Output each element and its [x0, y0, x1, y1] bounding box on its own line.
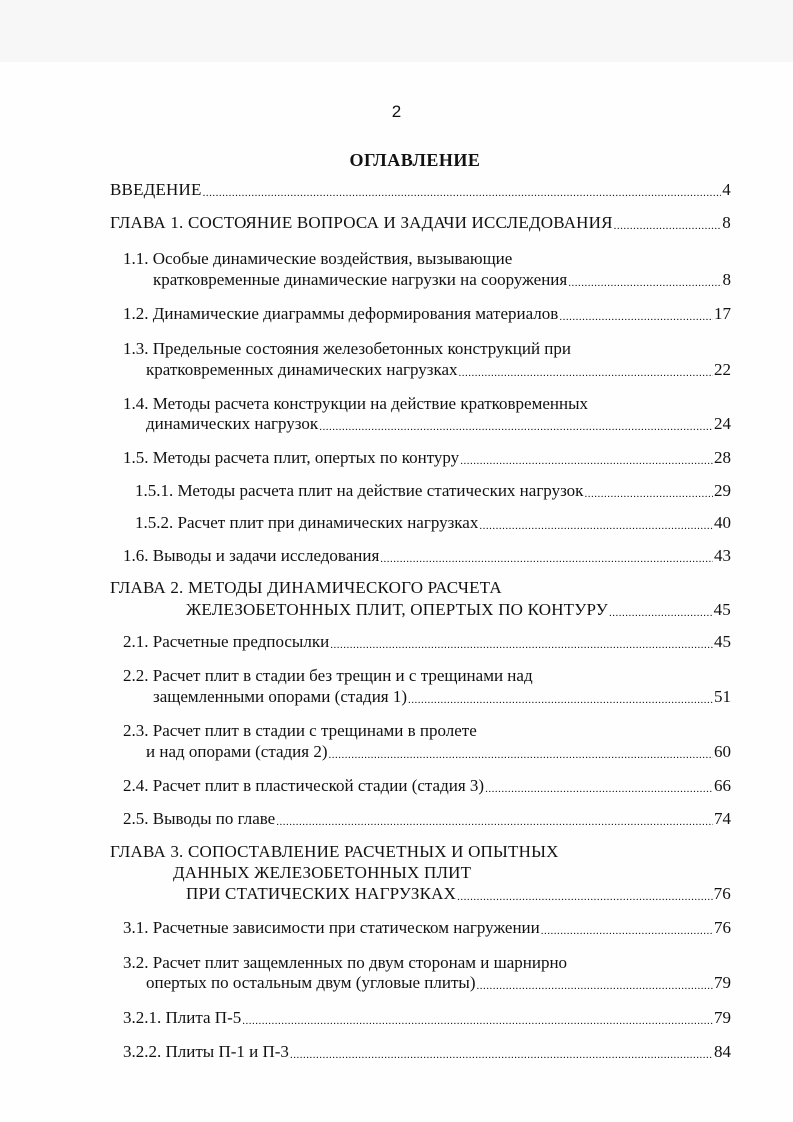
toc-entry-2-5[interactable]: 2.5. Выводы по главе ..... 74	[123, 809, 731, 829]
page-ref: 40	[714, 513, 731, 532]
toc-entry-3-2-line1: 3.2. Расчет плит защемленных по двум сторонам и шарнирно	[123, 953, 568, 972]
toc-entry-3-2-1[interactable]: 3.2.1. Плита П-5 ..... 79	[123, 1008, 731, 1028]
toc-entry-1-4[interactable]: динамических нагрузок ..... 24	[146, 414, 731, 434]
toc-entry-1-5[interactable]: 1.5. Методы расчета плит, опертых по контуру ..... 28	[123, 448, 731, 468]
toc-entry-2-3[interactable]: и над опорами (стадия 2) ..... 60	[146, 742, 731, 762]
toc-entry-1-3[interactable]: кратковременных динамических нагрузках ..... 22	[146, 360, 731, 380]
page-ref: 28	[714, 448, 731, 467]
page-ref: 22	[714, 360, 731, 379]
page-ref: 51	[714, 687, 731, 706]
toc-entry-2-4[interactable]: 2.4. Расчет плит в пластической стадии (стадия 3) ..... 66	[123, 776, 731, 796]
toc-entry-2-3-line1: 2.3. Расчет плит в стадии с трещинами в пролете	[123, 721, 477, 740]
toc-entry-chapter-3[interactable]: ПРИ СТАТИЧЕСКИХ НАГРУЗКАХ ..... 76	[186, 884, 731, 904]
toc-entry-chapter-3-line2: ДАННЫХ ЖЕЛЕЗОБЕТОННЫХ ПЛИТ	[173, 863, 472, 882]
page-ref: 66	[714, 776, 731, 795]
toc-entry-1-3-line1: 1.3. Предельные состояния железобетонных конструкций при	[123, 339, 571, 358]
page-ref: 17	[714, 304, 731, 323]
page-ref: 4	[722, 180, 731, 199]
page-ref: 45	[714, 632, 731, 651]
toc-entry-1-2[interactable]: 1.2. Динамические диаграммы деформирования материалов ..... 17	[123, 304, 731, 324]
page-ref: 43	[714, 546, 731, 565]
page-ref: 79	[714, 973, 731, 992]
page-ref: 24	[714, 414, 731, 433]
page-ref: 8	[722, 213, 731, 232]
page-ref: 76	[713, 884, 731, 903]
page-ref: 45	[713, 600, 731, 619]
toc-entry-3-2[interactable]: опертых по остальным двум (угловые плиты) ..... 79	[146, 973, 731, 993]
toc-entry-3-2-2[interactable]: 3.2.2. Плиты П-1 и П-3 ..... 84	[123, 1042, 731, 1062]
page-ref: 60	[714, 742, 731, 761]
toc-entry-1-1[interactable]: кратковременные динамические нагрузки на сооружения ..... 8	[153, 270, 731, 290]
toc-entry-2-2[interactable]: защемленными опорами (стадия 1) ..... 51	[153, 687, 731, 707]
toc-entry-1-6[interactable]: 1.6. Выводы и задачи исследования ..... 43	[123, 546, 731, 566]
toc-entry-1-5-2[interactable]: 1.5.2. Расчет плит при динамических нагрузках ..... 40	[135, 513, 731, 533]
page-top-margin	[0, 0, 793, 62]
page-number: 2	[391, 102, 402, 121]
toc-entry-chapter-2[interactable]: ЖЕЛЕЗОБЕТОННЫХ ПЛИТ, ОПЕРТЫХ ПО КОНТУРУ ..... 45	[186, 600, 731, 620]
toc-entry-chapter-1[interactable]: ГЛАВА 1. СОСТОЯНИЕ ВОПРОСА И ЗАДАЧИ ИССЛЕДОВАНИЯ ..... 8	[110, 213, 731, 233]
toc-entry-1-5-1[interactable]: 1.5.1. Методы расчета плит на действие статических нагрузок ..... 29	[135, 481, 731, 501]
toc-entry-chapter-3-line1: ГЛАВА 3. СОПОСТАВЛЕНИЕ РАСЧЕТНЫХ И ОПЫТНЫХ	[110, 842, 559, 861]
page-ref: 76	[714, 918, 731, 937]
toc-entry-introduction[interactable]: ВВЕДЕНИЕ ..... 4	[110, 180, 731, 200]
toc-entry-1-4-line1: 1.4. Методы расчета конструкции на действие кратковременных	[123, 394, 589, 413]
toc-entry-1-1-line1: 1.1. Особые динамические воздействия, вызывающие	[123, 249, 513, 268]
toc-entry-chapter-2-line1: ГЛАВА 2. МЕТОДЫ ДИНАМИЧЕСКОГО РАСЧЕТА	[110, 578, 502, 597]
page-ref: 8	[722, 270, 731, 289]
toc-title: ОГЛАВЛЕНИЕ	[349, 150, 481, 170]
toc-entry-3-1[interactable]: 3.1. Расчетные зависимости при статическом нагружении ..... 76	[123, 918, 731, 938]
page-ref: 74	[714, 809, 731, 828]
page-ref: 84	[714, 1042, 731, 1061]
page-ref: 29	[714, 481, 731, 500]
page-ref: 79	[714, 1008, 731, 1027]
toc-entry-2-1[interactable]: 2.1. Расчетные предпосылки ..... 45	[123, 632, 731, 652]
toc-entry-2-2-line1: 2.2. Расчет плит в стадии без трещин и с трещинами над	[123, 666, 533, 685]
